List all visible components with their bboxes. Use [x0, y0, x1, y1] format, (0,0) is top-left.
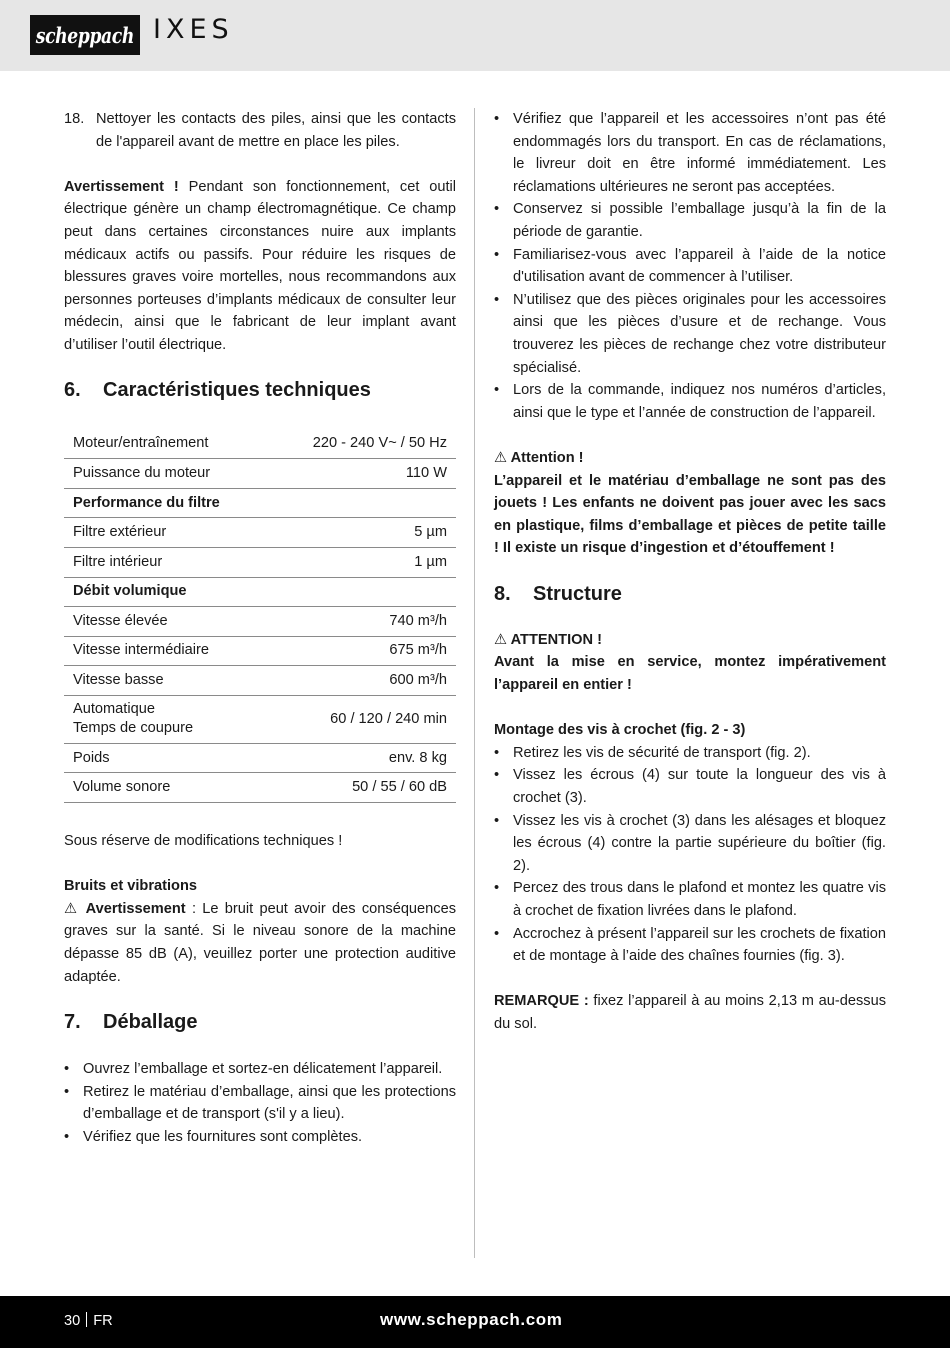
list-item: • Vérifiez que les fournitures sont complètes.	[64, 1129, 363, 1145]
attention-text: L’appareil et le matériau d’emballage ne sont pas des jouets ! Les enfants ne doivent pas jouer avec les sacs en plastique, films d’emballage et pièces de petite taille ! Il existe un risque d’ingestion et d’étouffement !	[494, 472, 886, 557]
warning-text: Pendant son fonctionnement, cet outil électrique génère un champ électromagnétique. Ce champ peut dans certaines circonstances nuire aux implants médicaux actifs ou passifs. Pour réduire les risques de blessures graves voire mortelles, nous recommandons aux personnes porteuses d’implants médicaux de consulter leur médecin, ainsi que le fabricant de leur implant avant d’utiliser l’outil électrique.	[64, 178, 456, 353]
brand-name: scheppach	[35, 22, 135, 48]
list-item: • Percez des trous dans le plafond et montez les quatre vis à crochet de fixation livrées dans le plafond.	[494, 880, 886, 919]
page-number: 30 FR	[64, 1313, 113, 1329]
list-item: • Accrochez à présent l’appareil sur les crochets de fixation et de montage à l’aide des chaînes fournies (fig. 3).	[494, 925, 886, 965]
attention-title: ⚠ Attention !	[494, 449, 584, 466]
list-item: • Ouvrez l’emballage et sortez-en délicatement l’appareil.	[64, 1061, 443, 1078]
section-7-heading	[64, 1009, 456, 1035]
scheppach-logo	[31, 16, 139, 54]
spec-value: 60 / 120 / 240 min	[268, 695, 456, 743]
spec-value	[268, 488, 456, 518]
list-item: • Familiarisez-vous avec l’appareil à l’aide de la notice d'utilisation avant de commencer à l’utiliser.	[494, 246, 886, 286]
table-row	[64, 666, 456, 696]
spec-value	[268, 577, 456, 607]
spec-label: Moteur/entraînement	[64, 430, 268, 459]
remark-label: REMARQUE :	[494, 993, 589, 1010]
specs-table	[64, 430, 456, 804]
list-item: • N’utilisez que des pièces originales pour les accessoires ainsi que les pièces d’usure et de rechange. Vous trouverez les pièces de rechange chez votre distributeur spécialisé.	[494, 291, 886, 376]
section-number: 7.	[64, 1011, 81, 1034]
left-column	[64, 108, 456, 1149]
remark-paragraph	[494, 990, 886, 1035]
list-item: • Conservez si possible l’emballage jusqu’à la fin de la période de garantie.	[494, 201, 886, 240]
product-logo: IXES	[153, 14, 234, 45]
table-row	[64, 695, 456, 743]
list-item-18	[64, 108, 456, 153]
language-code: FR	[93, 1313, 113, 1329]
spec-value: 110 W	[268, 459, 456, 489]
spec-label: Filtre extérieur	[64, 518, 268, 548]
spec-value: 740 m³/h	[268, 607, 456, 637]
table-row	[64, 607, 456, 637]
spec-label: Poids	[64, 743, 268, 773]
remark-text: fixez l’appareil à au moins 2,13 m au-dessus du sol.	[494, 993, 886, 1032]
section-title: Déballage	[103, 1011, 198, 1034]
spec-label-line2: Temps de coupure	[73, 720, 194, 737]
section-number: 6.	[64, 378, 81, 401]
spec-value: 600 m³/h	[268, 666, 456, 696]
table-row	[64, 743, 456, 773]
column-divider	[474, 108, 475, 1258]
noise-text: : Le bruit peut avoir des conséquences graves sur la santé. Si le niveau sonore de la machine dépasse 85 dB (A), veuillez porter une protection auditive adaptée.	[64, 900, 456, 985]
spec-label: Vitesse intermédiaire	[64, 636, 268, 666]
table-row	[64, 547, 456, 577]
page-footer	[0, 1296, 950, 1348]
section-title: Caractéristiques techniques	[103, 378, 371, 401]
warning-label: Avertissement !	[64, 178, 179, 195]
spec-value: 50 / 55 / 60 dB	[268, 773, 456, 803]
spec-value: 1 µm	[268, 547, 456, 577]
attention2-title: ⚠ ATTENTION !	[494, 631, 602, 648]
spec-value: 675 m³/h	[268, 636, 456, 666]
item-number: 18.	[64, 111, 85, 127]
spec-label: Vitesse élevée	[64, 607, 268, 637]
website-link[interactable]: www.scheppach.com	[380, 1310, 563, 1329]
warning-paragraph	[64, 176, 456, 357]
attention2-text: Avant la mise en service, montez impérativement l’appareil en entier !	[494, 654, 886, 694]
table-group-row	[64, 577, 456, 607]
table-row	[64, 636, 456, 666]
list-item: • Retirez le matériau d’emballage, ainsi que les protections d’emballage et de transport (s'il y a lieu).	[64, 1083, 456, 1123]
section-title: Structure	[533, 582, 622, 605]
list-item: • Vissez les écrous (4) sur toute la longueur des vis à crochet (3).	[494, 767, 886, 807]
warning-triangle-icon: ⚠	[64, 900, 80, 917]
spec-label: Puissance du moteur	[64, 459, 268, 489]
page-header	[0, 0, 950, 71]
right-column	[494, 108, 886, 1036]
table-row	[64, 430, 456, 459]
list-item: • Vissez les vis à crochet (3) dans les alésages et bloquez les écrous (4) contre la partie supérieure du boîtier (fig. 2).	[494, 812, 886, 874]
spec-value: 5 µm	[268, 518, 456, 548]
noise-title: Bruits et vibrations	[64, 878, 197, 895]
table-row	[64, 459, 456, 489]
reserve-note: Sous réserve de modifications techniques !	[64, 833, 343, 850]
item-text: Nettoyer les contacts des piles, ainsi que les contacts de l'appareil avant de mettre en place les piles.	[96, 111, 456, 150]
spec-group-label: Performance du filtre	[64, 488, 268, 518]
table-group-row	[64, 488, 456, 518]
section-8-heading	[494, 581, 886, 607]
spec-value: env. 8 kg	[268, 743, 456, 773]
noise-label: Avertissement	[85, 900, 186, 917]
table-row	[64, 773, 456, 803]
spec-group-label: Débit volumique	[64, 577, 268, 607]
table-row	[64, 518, 456, 548]
list-item: • Lors de la commande, indiquez nos numéros d’articles, ainsi que le type et l’année de construction de l’appareil.	[494, 382, 886, 421]
spec-label: Vitesse basse	[64, 666, 268, 696]
list-item: • Vérifiez que l’appareil et les accessoires n’ont pas été endommagés lors du transport. En cas de réclamations, le livreur doit en être informé immédiatement. Les réclamations ultérieures ne seront pas acceptées.	[494, 111, 886, 195]
section-6-heading	[64, 377, 456, 403]
spec-value: 220 - 240 V~ / 50 Hz	[268, 430, 456, 459]
mount-title: Montage des vis à crochet (fig. 2 - 3)	[494, 722, 746, 739]
spec-label	[64, 695, 268, 743]
spec-label: Volume sonore	[64, 773, 268, 803]
spec-label-line1: Automatique	[73, 701, 155, 718]
section-number: 8.	[494, 582, 511, 605]
spec-label: Filtre intérieur	[64, 547, 268, 577]
noise-paragraph	[64, 898, 456, 988]
list-item: • Retirez les vis de sécurité de transport (fig. 2).	[494, 744, 811, 761]
